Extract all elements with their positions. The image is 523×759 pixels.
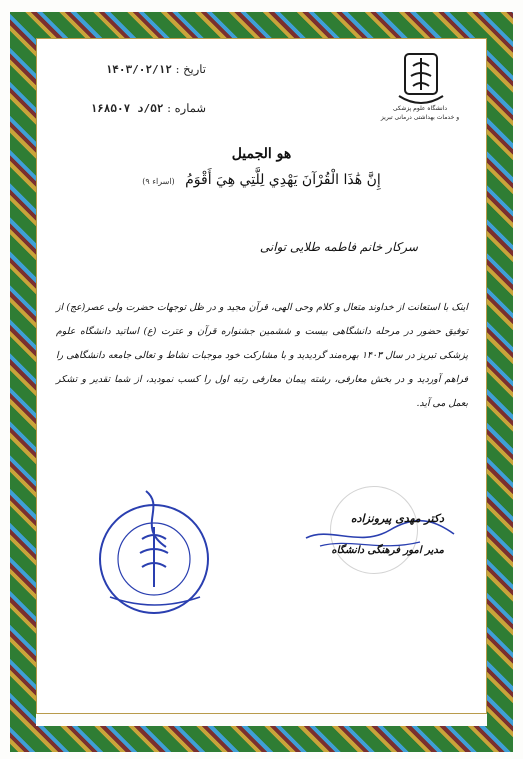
quran-verse	[36, 172, 487, 188]
verse-reference: (اسراء ۹)	[142, 177, 175, 186]
university-logo-icon	[377, 48, 465, 140]
number-row	[86, 99, 206, 118]
signatory-role: مدیر امور فرهنگی دانشگاه	[331, 545, 444, 556]
date-row	[86, 60, 206, 79]
signatory-name: دکتر مهدی پیرونزاده	[350, 512, 444, 525]
recipient-greeting: سرکار خانم فاطمه طلایی توانی	[259, 240, 418, 254]
signature-block	[304, 512, 444, 556]
number-value: ۵۲/د ۱۶۸۵۰۷	[90, 102, 164, 115]
certificate-text: اینک با استعانت از خداوند متعال و کلام وحی الهی، قرآن مجید و در ظل توجهات حضرت ولی عصر(عج) از توفیق حضور در مرحله دانشگاهی بیست و ششمین جشنواره قرآن و عترت (ع) اساتید دانشگاه علوم پزشکی تبریز در سال ۱۴۰۳ بهره‌مند گردیدید و با مشارکت خود موجبات نشاط و تعالی جامعه دانشگاهی را فراهم آوردید و در بخش معارفی، رشته پیمان معارفی رتبه اول را کسب نمودید، از شما تقدیر و تشکر بعمل می آید.	[56, 302, 468, 409]
official-stamp-icon	[96, 487, 216, 619]
date-label: تاریخ :	[175, 62, 206, 76]
verse-text: إِنَّ هَٰذَا الْقُرْآنَ يَهْدِي لِلَّتِي هِيَ أَقْوَمُ	[185, 172, 381, 188]
logo-caption-line1: دانشگاه علوم پزشکی	[392, 105, 448, 112]
document-meta	[86, 60, 206, 118]
heading: هو الجمیل	[231, 146, 292, 162]
date-value: ۱۴۰۳/۰۲/۱۲	[105, 63, 172, 76]
number-label: شماره :	[167, 101, 206, 115]
university-logo-caption	[375, 104, 465, 122]
logo-caption-line2: و خدمات بهداشتی درمانی تبریز	[380, 114, 460, 121]
